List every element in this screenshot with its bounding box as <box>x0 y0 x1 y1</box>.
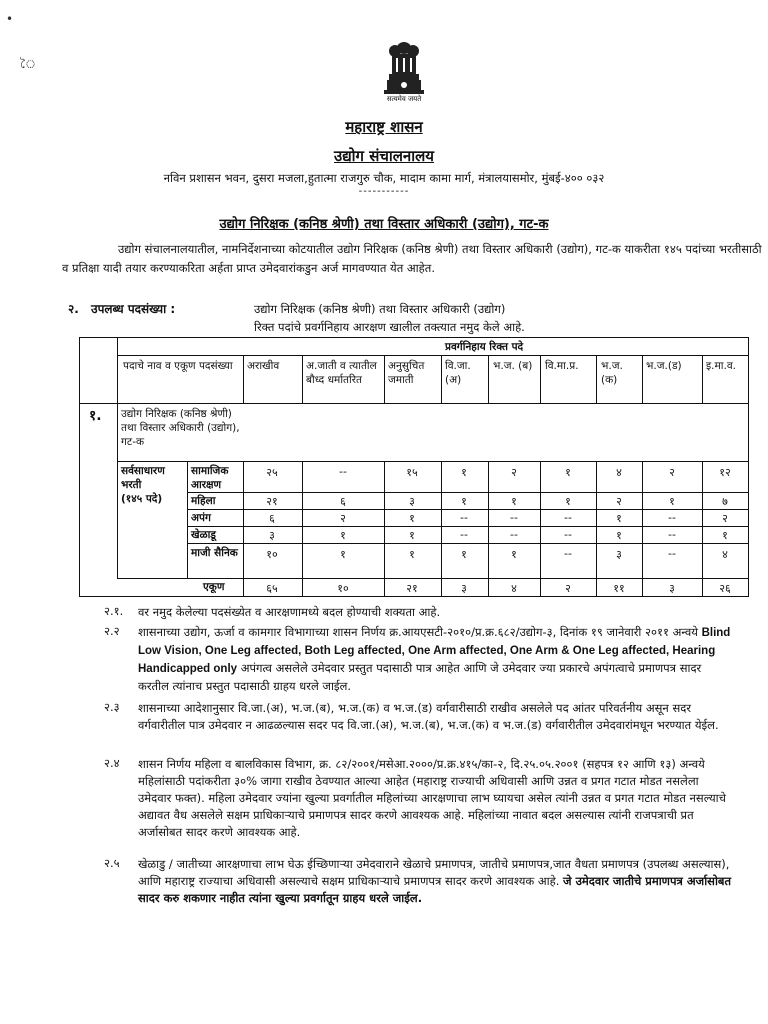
table-column-header: भ.ज.(ड) <box>646 360 682 372</box>
table-rule <box>243 461 244 597</box>
table-column-header: अनुसुचित जमाती <box>388 360 425 386</box>
table-cell: ४ <box>722 548 728 561</box>
note-text-part: खेळाडु / जातीच्या आरक्षणाचा लाभ घेऊ ईच्छिणाऱ्या उमेदवाराने खेळाचे प्रमाणपत्र, जातीचे प्रमाणपत्र,जात वैधता प्रमाणपत्र (उपलब्ध असल्यास), आणि महाराष्ट्र राज्याचा अधिवासी असल्याचे सक्षम प्राधिकाऱ्याचे प्रमाणपत्र सादर करणे आवश्यक आहे. <box>138 857 730 888</box>
table-cell: -- <box>460 511 468 524</box>
intro-paragraph: उद्योग संचालनालयातील, नामनिर्देशनाच्या कोटयातील उद्योग निरिक्षक (कनिष्ठ श्रेणी) तथा विस्तार अधिकारी (उद्योग), गट-क याकरीता १४५ पदांच्या भरतीसाठी व प्रतिक्षा यादी तयार करण्याकरिता अर्हता प्राप्त उमेदवारांकडुन अर्ज मागवण्यात येत आहेत. <box>62 242 762 275</box>
header-separator: ----------- <box>358 186 410 197</box>
table-cell: -- <box>460 528 468 541</box>
table-cell: १ <box>461 466 467 479</box>
section-description <box>254 300 674 336</box>
note-text <box>138 624 734 695</box>
table-rule <box>540 355 541 403</box>
table-post-name: उद्योग निरिक्षक (कनिष्ठ श्रेणी) तथा विस्तार अधिकारी (उद्योग), गट-क <box>121 408 240 448</box>
table-cell: -- <box>668 528 676 541</box>
row-label-total: एकूण <box>203 581 225 593</box>
row-label-social: सामाजिक आरक्षण <box>191 465 229 491</box>
table-total-cell: २६ <box>719 582 731 595</box>
note-text: शासनाच्या आदेशानुसार वि.जा.(अ), भ.ज.(ब), भ.ज.(क) व भ.ज.(ड) वर्गवारीसाठी राखीव असलेले पद आंतर परिवर्तनीय असून सदर वर्गवारीतील पात्र उमेदवार न आढळल्यास सदर पद वि.जा.(अ), भ.ज.(ब), भ.ज.(क) व भ.ज.(ड) वर्गवारीतील उमेदवारांमधून भरण्यात येईल. <box>138 701 719 732</box>
general-recruitment-label <box>121 464 185 506</box>
table-cell: -- <box>564 547 572 560</box>
table-rule <box>488 355 489 403</box>
note-label: २.५ <box>104 856 120 870</box>
note-text-bold: जे उमेदवार जातीचे प्रमाणपत्र अर्जासोबत सादर करु शकणार नाहीत त्यांना खुल्या प्रवर्गातून ग्राहय धरले जाईल. <box>138 874 732 905</box>
table-column-header: अराखीव <box>247 360 280 372</box>
scan-speck: • <box>6 12 14 26</box>
table-cell: २५ <box>266 466 278 479</box>
table-column-header: इ.मा.व. <box>706 360 737 372</box>
note-text-part: शासनाच्या उद्योग, ऊर्जा व कामगार विभागाच्या शासन निर्णय क्र.आयएसटी-२०१०/प्र.क्र.६८२/उद्योग-३, दिनांक १९ जानेवारी २०११ अन्वये <box>138 625 698 639</box>
note-text: वर नमुद केलेल्या पदसंख्येत व आरक्षणामध्ये बदल होण्याची शक्यता आहे. <box>138 605 441 619</box>
table-cell: -- <box>564 511 572 524</box>
note-text-part: अपंगत्व असलेले उमेदवार प्रस्तुत पदासाठी पात्र आहेत आणि जे उमेदवार ज्या प्रकारचे अपंगत्वाचे प्रमाणपत्र सादर करतील त्यांनाच प्रस्तुत पदासाठी ग्राहय धरले जाईल. <box>138 661 702 693</box>
general-recruitment-count: (१४५ पदे) <box>121 493 163 505</box>
table-cell: -- <box>564 528 572 541</box>
table-rule <box>384 355 385 403</box>
table-rule <box>79 337 749 338</box>
table-cell: -- <box>668 511 676 524</box>
note-label: २.२ <box>104 624 120 638</box>
table-cell: -- <box>339 465 347 478</box>
table-rule <box>302 355 303 403</box>
table-rule <box>302 461 303 597</box>
table-rule <box>117 578 749 579</box>
reservation-table <box>79 337 749 597</box>
table-column-header: भ.ज. (ब) <box>493 360 533 372</box>
table-column-header: वि.मा.प्र. <box>545 360 579 372</box>
table-cell: ६ <box>340 495 346 508</box>
table-column-header: अ.जाती व त्यातील बौध्द धर्मातरित <box>306 360 377 386</box>
table-cell: १ <box>616 512 622 525</box>
emblem-motto: सत्यमेव जयते <box>386 95 422 103</box>
table-cell: १२ <box>719 466 731 479</box>
table-cell: १ <box>565 466 571 479</box>
table-rule <box>642 355 643 403</box>
table-rule <box>441 355 442 403</box>
table-cell: १ <box>616 529 622 542</box>
table-cell: १५ <box>406 466 418 479</box>
table-column-header: वि.जा. (अ) <box>445 360 471 386</box>
table-total-cell: २१ <box>406 582 418 595</box>
row-label-disabled: अपंग <box>191 512 211 524</box>
table-cell: २ <box>511 466 517 479</box>
table-cell: १ <box>409 512 415 525</box>
note-text: शासन निर्णय महिला व बालविकास विभाग, क्र. ८२/२००१/मसेआ.२०००/प्र.क्र.४१५/का-२, दि.२५.०५.२००१ (सहपत्र १२ आणि १३) अन्वये महिलांसाठी पदांकरीता ३०% जागा राखीव ठेवण्यात आल्या आहेत (महाराष्ट्र राज्याची अधिवासी आणि उन्नत व प्रगत गटात मोडत नसलेला उमेदवार फक्त). महिला उमेदवार ज्यांना खुल्या प्रवर्गातील महिलांच्या आरक्षणाचा लाभ घ्यायचा असेल त्यांनी उन्नत व प्रगत गटात मोडत नसल्याचे अद्यावत वैध असलेले सक्षम प्राधिकाऱ्याचे प्रमाणपत्र सादर करणे आवश्यक आहे. महिलांच्या नावात बदल असल्यास त्यांनी राजपत्राची प्रत अर्जासोबत सादर करणे आवश्यक आहे. <box>138 757 726 839</box>
table-rule <box>187 461 188 579</box>
note-text-english: Blind Low Vision, One Leg affected, Both Leg affected, One Arm affected, One Arm & One Leg affected, Hearing Handicapped only <box>138 627 731 675</box>
row-label-sports: खेळाडू <box>191 529 216 541</box>
row-label-ex-servicemen: माजी सैनिक <box>191 547 238 559</box>
table-cell: १० <box>266 548 278 561</box>
table-total-cell: ४ <box>511 582 517 595</box>
table-rule <box>187 509 749 510</box>
table-cell: २ <box>616 495 622 508</box>
table-total-cell: ३ <box>669 582 675 595</box>
table-cell: ६ <box>269 512 275 525</box>
table-rule <box>384 461 385 597</box>
table-cell: २१ <box>266 495 278 508</box>
table-cell: २ <box>669 466 675 479</box>
row-label-women: महिला <box>191 495 216 507</box>
table-cell: २ <box>340 512 346 525</box>
table-rule <box>79 337 80 597</box>
note-label: २.३ <box>104 700 120 714</box>
office-address: नविन प्रशासन भवन, दुसरा मजला,हुतात्मा राजगुरु चौक, मादाम कामा मार्ग, मंत्रालयासमोर, मुंबई-४०० ०३२ <box>163 171 605 185</box>
section-title: उपलब्ध पदसंख्या : <box>91 302 176 316</box>
government-title: महाराष्ट्र शासन <box>345 118 423 136</box>
table-total-cell: ११ <box>613 582 625 595</box>
table-rule <box>79 596 749 597</box>
table-rule <box>187 543 749 544</box>
table-cell: ३ <box>269 529 275 542</box>
table-cell: १ <box>340 529 346 542</box>
note-label: २.१. <box>104 604 124 618</box>
table-cell: १ <box>565 495 571 508</box>
section-line-2: रिक्त पदांचे प्रवर्गनिहाय आरक्षण खालील तक्त्यात नमुद केले आहे. <box>254 320 525 334</box>
table-cell: ४ <box>616 466 622 479</box>
note-label: २.४ <box>104 756 120 770</box>
table-total-cell: ३ <box>461 582 467 595</box>
table-cell: १ <box>511 495 517 508</box>
table-cell: १ <box>722 529 728 542</box>
table-cell: १ <box>669 495 675 508</box>
table-total-cell: १० <box>337 582 349 595</box>
table-cell: १ <box>409 548 415 561</box>
note-text <box>138 856 734 907</box>
table-column-header-post: पदाचे नाव व एकूण पदसंख्या <box>123 360 233 372</box>
directorate-title: उद्योग संचालनालय <box>333 147 435 165</box>
table-rule <box>79 403 749 404</box>
section-number: २. <box>68 302 79 316</box>
table-rule <box>117 461 749 462</box>
table-cell: -- <box>668 547 676 560</box>
table-cell: १ <box>461 548 467 561</box>
table-row-number: १. <box>89 408 102 424</box>
table-rule <box>187 492 749 493</box>
table-cell: १ <box>409 529 415 542</box>
notice-subject: उद्योग निरिक्षक (कनिष्ठ श्रेणी) तथा विस्तार अधिकारी (उद्योग), गट-क <box>219 217 549 232</box>
scan-speck: ৈ <box>20 57 37 71</box>
table-cell: ३ <box>409 495 415 508</box>
table-rule <box>702 355 703 403</box>
general-recruitment-title: सर्वसाधारण भरती <box>121 465 165 491</box>
table-cell: १ <box>511 548 517 561</box>
table-rule <box>187 526 749 527</box>
table-cell: -- <box>510 511 518 524</box>
section-heading <box>68 300 175 317</box>
table-rule <box>117 355 749 356</box>
table-cell: २ <box>722 512 728 525</box>
table-column-header: भ.ज. (क) <box>601 360 623 386</box>
table-rule <box>540 461 541 597</box>
table-cell: १ <box>461 495 467 508</box>
table-total-cell: ६५ <box>266 582 278 595</box>
table-rule <box>243 355 244 403</box>
section-line-1: उद्योग निरिक्षक (कनिष्ठ श्रेणी) तथा विस्तार अधिकारी (उद्योग) <box>254 302 506 316</box>
table-cell: ३ <box>616 548 622 561</box>
table-cell: -- <box>510 528 518 541</box>
table-rule <box>596 355 597 403</box>
table-rule <box>117 337 118 579</box>
table-cell: ७ <box>722 495 728 508</box>
table-group-header: प्रवर्गनिहाय रिक्त पदे <box>445 341 524 353</box>
table-total-cell: २ <box>565 582 571 595</box>
table-cell: १ <box>340 548 346 561</box>
